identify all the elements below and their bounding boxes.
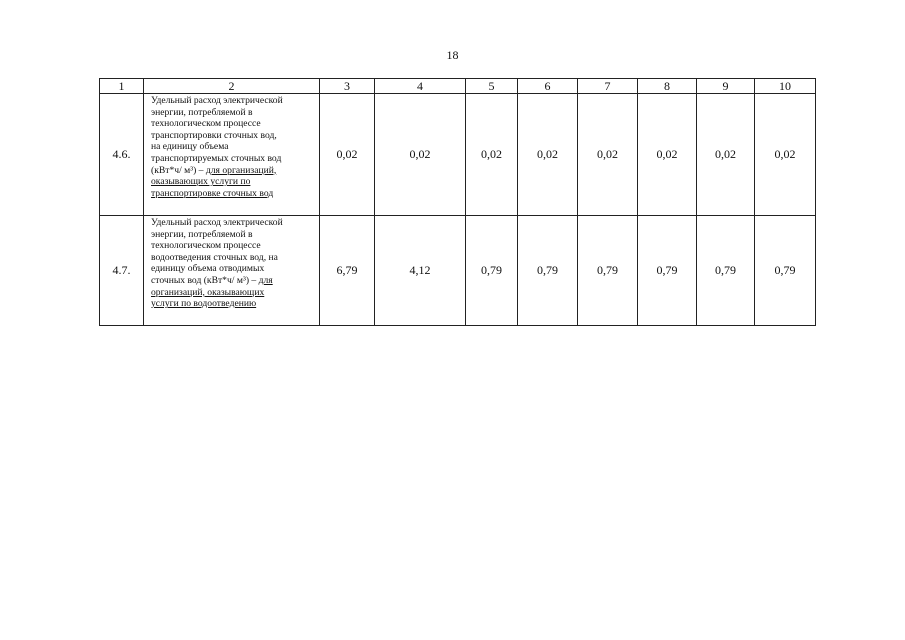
value-cell: 0,02 [697, 94, 755, 216]
row-description-cell [144, 94, 320, 216]
description-line: транспортируемых сточных вод [151, 152, 282, 164]
description-line-underlined: организаций, оказывающих [151, 286, 265, 298]
description-line: технологическом процессе [151, 240, 261, 252]
header-cell: 9 [697, 79, 755, 94]
value-cell: 0,02 [466, 94, 518, 216]
value-cell: 0,02 [578, 94, 638, 216]
description-line: технологическом процессе [151, 118, 261, 130]
value-cell: 0,02 [518, 94, 578, 216]
value-cell: 4,12 [375, 216, 466, 326]
value-cell: 0,79 [518, 216, 578, 326]
description-line: Удельный расход электрической [151, 95, 283, 106]
value-cell: 0,02 [755, 94, 816, 216]
row-number-cell: 4.6. [100, 94, 144, 216]
header-cell: 8 [638, 79, 697, 94]
description-line-underlined: для организаций, [205, 164, 277, 176]
description-line: энергии, потребляемой в [151, 106, 253, 118]
description-line-underlined: оказывающих услуги по [151, 176, 251, 188]
header-cell: 7 [578, 79, 638, 94]
value-cell: 0,79 [755, 216, 816, 326]
value-cell: 0,02 [638, 94, 697, 216]
description-line-underlined: услуги по водоотведению [151, 298, 257, 310]
value-cell: 6,79 [320, 216, 375, 326]
value-cell: 0,79 [578, 216, 638, 326]
header-cell: 5 [466, 79, 518, 94]
value-cell: 0,02 [375, 94, 466, 216]
value-cell: 0,79 [638, 216, 697, 326]
header-cell: 6 [518, 79, 578, 94]
data-table [99, 78, 816, 326]
description-line-underlined: для [258, 274, 273, 286]
header-cell: 10 [755, 79, 816, 94]
row-number-cell: 4.7. [100, 216, 144, 326]
table-row [100, 94, 816, 216]
header-cell: 4 [375, 79, 466, 94]
description-line: на единицу объема [151, 141, 229, 153]
header-cell: 1 [100, 79, 144, 94]
description-line: энергии, потребляемой в [151, 228, 253, 240]
header-cell: 2 [144, 79, 320, 94]
description-line: единицу объема отводимых [151, 263, 265, 275]
row-description-cell [144, 216, 320, 326]
description-line: водоотведения сточных вод, на [151, 251, 278, 263]
value-cell: 0,79 [466, 216, 518, 326]
page-number: 18 [446, 48, 459, 62]
value-cell: 0,79 [697, 216, 755, 326]
description-line-underlined: транспортировке сточных вод [151, 187, 274, 199]
value-cell: 0,02 [320, 94, 375, 216]
table-row [100, 216, 816, 326]
description-line: сточных вод (кВт*ч/ м³) – [151, 274, 259, 286]
table-header-row [100, 79, 816, 94]
description-line: Удельный расход электрической [151, 217, 283, 228]
description-line: (кВт*ч/ м³) – [151, 164, 206, 176]
header-cell: 3 [320, 79, 375, 94]
description-line: транспортировки сточных вод, [151, 129, 277, 141]
